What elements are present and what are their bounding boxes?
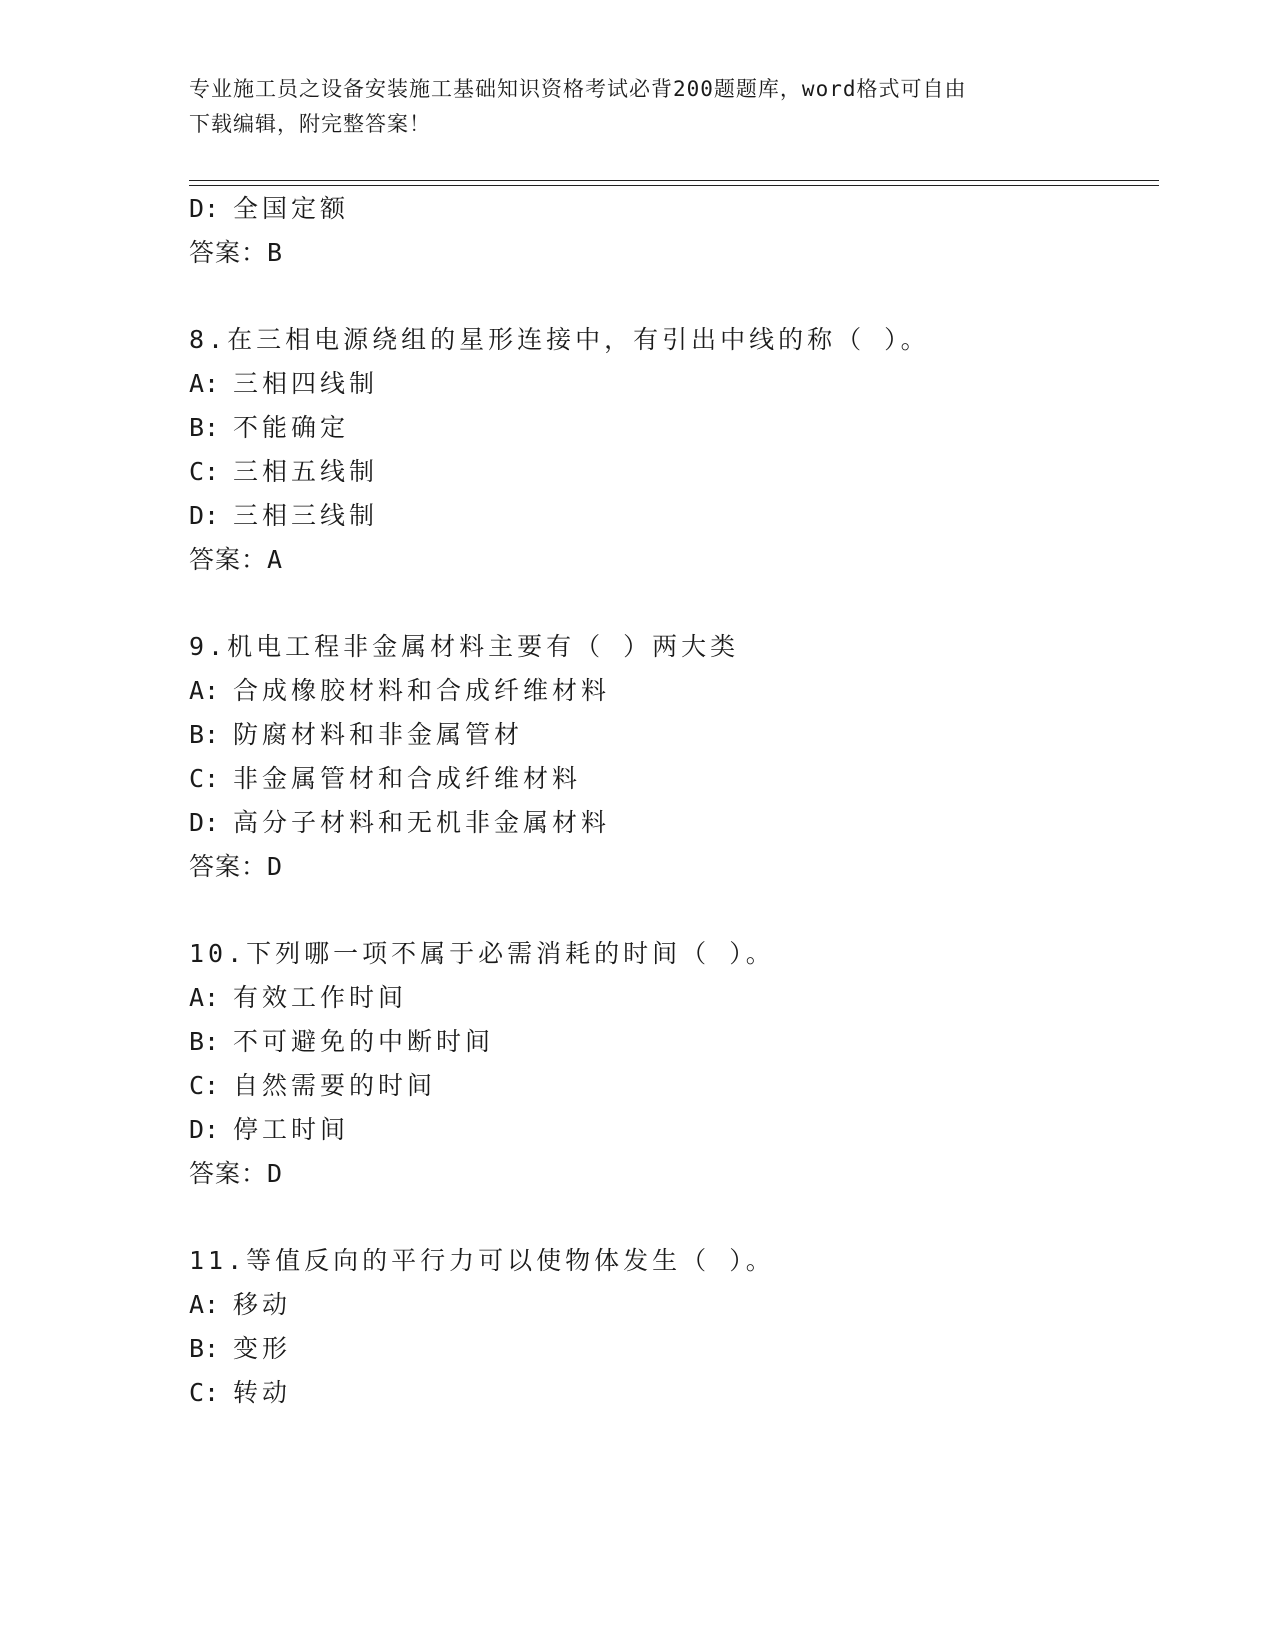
- q10-option-a: A: 有效工作时间: [189, 983, 408, 1012]
- question-11: 11.等值反向的平行力可以使物体发生（ ）。: [189, 1246, 775, 1275]
- q8-option-c: C: 三相五线制: [189, 457, 379, 486]
- q10-option-b: B: 不可避免的中断时间: [189, 1027, 495, 1056]
- q8-option-b: B: 不能确定: [189, 413, 350, 442]
- q9-answer: 答案：D: [189, 852, 284, 881]
- header-rule-bottom: [189, 185, 1159, 186]
- q8-option-a: A: 三相四线制: [189, 369, 379, 398]
- q11-option-b: B: 变形: [189, 1334, 292, 1363]
- header-line-2: 下载编辑，附完整答案！: [189, 112, 431, 136]
- q8-option-d: D: 三相三线制: [189, 501, 379, 530]
- header-line-1: 专业施工员之设备安装施工基础知识资格考试必背200题题库，word格式可自由: [189, 77, 967, 101]
- q9-option-d: D: 高分子材料和无机非金属材料: [189, 808, 611, 837]
- option-d: D: 全国定额: [189, 194, 350, 223]
- header-text: [189, 72, 1089, 142]
- q9-option-c: C: 非金属管材和合成纤维材料: [189, 764, 582, 793]
- q9-option-a: A: 合成橡胶材料和合成纤维材料: [189, 676, 611, 705]
- header-rule-top: [189, 180, 1159, 181]
- q11-option-a: A: 移动: [189, 1290, 292, 1319]
- question-8: 8.在三相电源绕组的星形连接中，有引出中线的称（ ）。: [189, 325, 930, 354]
- question-9: 9.机电工程非金属材料主要有（ ）两大类: [189, 632, 740, 661]
- q10-answer: 答案：D: [189, 1159, 284, 1188]
- q8-answer: 答案：A: [189, 545, 284, 574]
- q10-option-c: C: 自然需要的时间: [189, 1071, 437, 1100]
- q10-option-d: D: 停工时间: [189, 1115, 350, 1144]
- q9-option-b: B: 防腐材料和非金属管材: [189, 720, 524, 749]
- question-10: 10.下列哪一项不属于必需消耗的时间（ ）。: [189, 939, 775, 968]
- q11-option-c: C: 转动: [189, 1378, 292, 1407]
- answer-line: 答案：B: [189, 238, 284, 267]
